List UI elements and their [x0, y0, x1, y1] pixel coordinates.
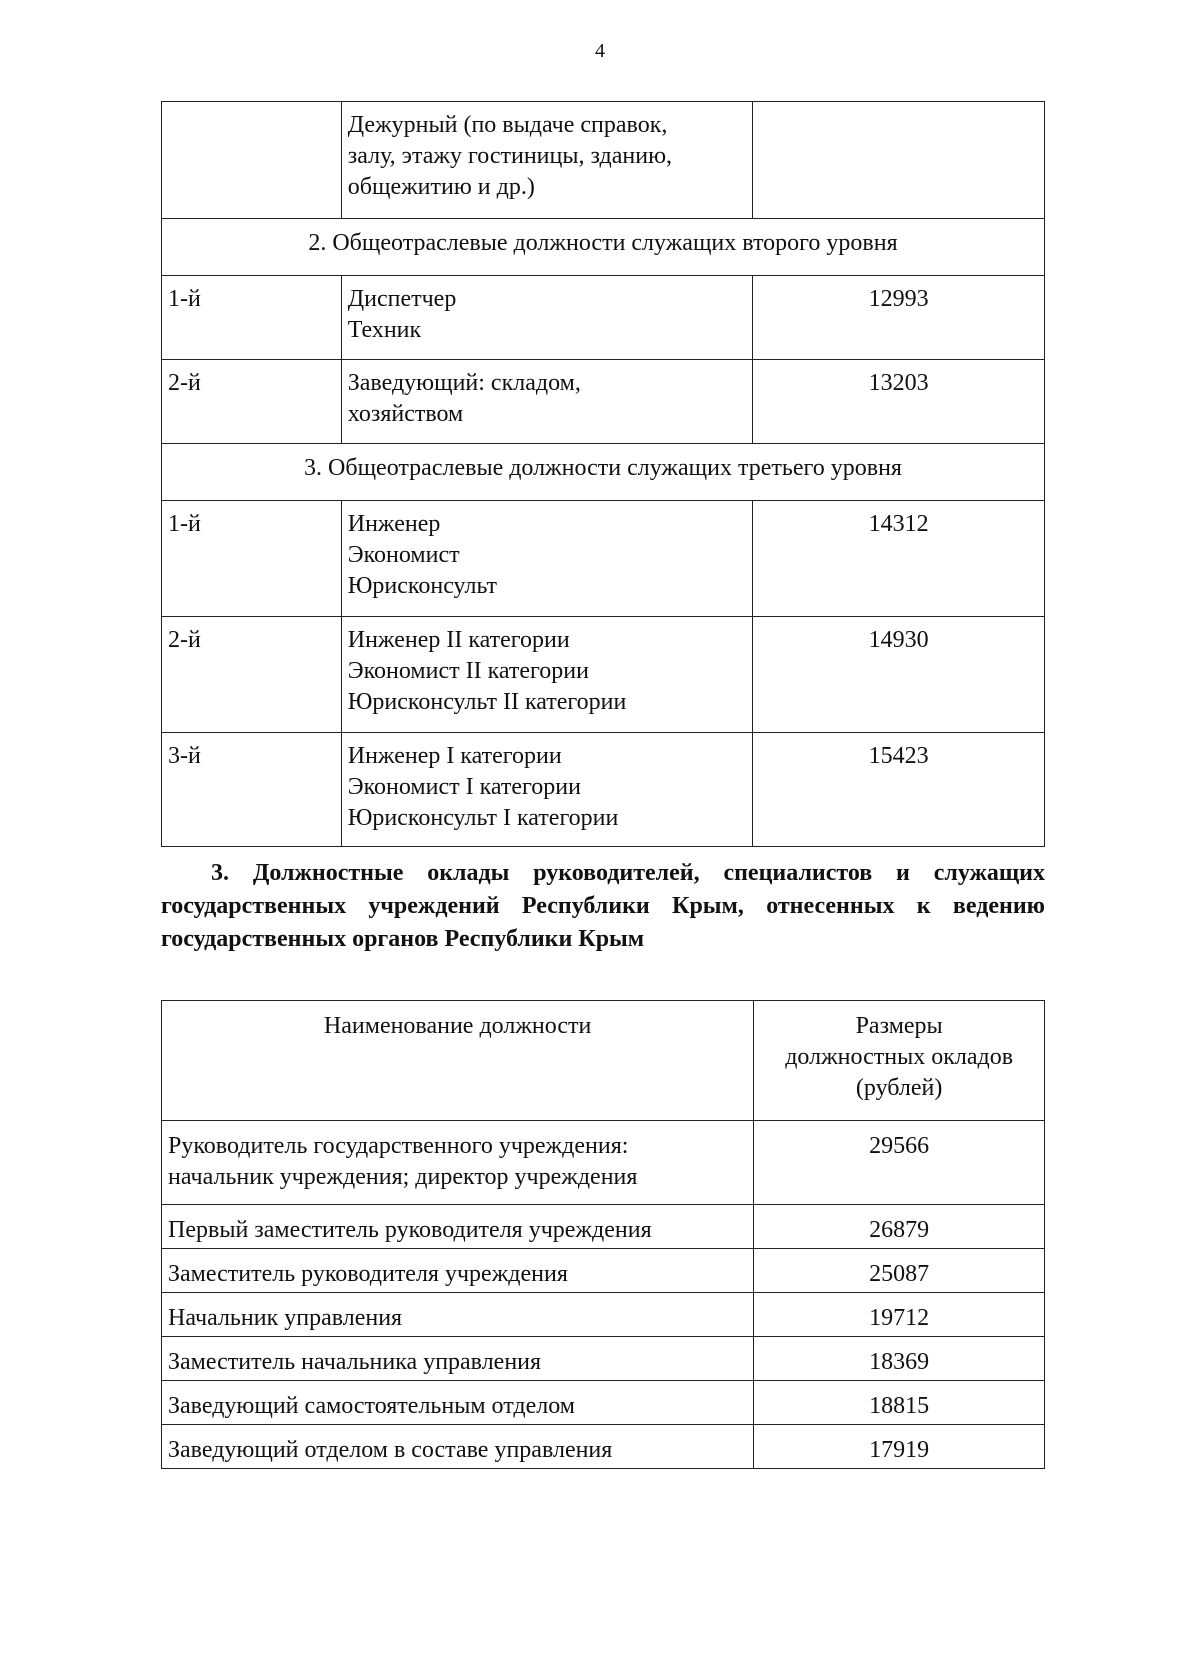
position-cell: Заместитель начальника управления: [162, 1337, 754, 1381]
salary-cell: 26879: [754, 1205, 1045, 1249]
table-row: [162, 1249, 1045, 1293]
salary-cell: 29566: [754, 1121, 1045, 1205]
header-line: Размеры: [855, 1013, 943, 1039]
position-cell: [341, 617, 753, 733]
position-line: Экономист: [347, 542, 460, 568]
qualification-level-cell: [162, 102, 342, 219]
position-line: Юрисконсульт II категории: [347, 689, 627, 715]
position-cell: [341, 360, 753, 444]
position-cell: [341, 501, 753, 617]
table-row: [162, 1205, 1045, 1249]
position-line: хозяйством: [347, 401, 464, 427]
salary-cell: 14312: [753, 501, 1045, 617]
group-heading-row: [162, 219, 1045, 276]
position-line: Экономист II категории: [347, 658, 589, 684]
table-row: [162, 617, 1045, 733]
position-line: залу, этажу гостиницы, зданию,: [347, 143, 672, 169]
table-row: [162, 276, 1045, 360]
position-line: Техник: [347, 317, 422, 343]
salary-cell: 12993: [753, 276, 1045, 360]
table-row: [162, 102, 1045, 219]
salary-cell: 18815: [754, 1381, 1045, 1425]
position-cell: Начальник управления: [162, 1293, 754, 1337]
position-cell: Заместитель руководителя учреждения: [162, 1249, 754, 1293]
salary-cell: 17919: [754, 1425, 1045, 1469]
qualification-level-cell: 2-й: [162, 617, 342, 733]
position-cell: [162, 1121, 754, 1205]
position-line: Диспетчер: [347, 286, 457, 312]
position-line: общежитию и др.): [347, 174, 535, 200]
table-header-row: [162, 1001, 1045, 1121]
group-heading-row: [162, 444, 1045, 501]
qualification-level-cell: 1-й: [162, 501, 342, 617]
position-line: начальник учреждения; директор учреждения: [168, 1164, 638, 1190]
table-row: [162, 501, 1045, 617]
salary-table-levels: [161, 101, 1045, 847]
table-row: [162, 733, 1045, 847]
position-line: Юрисконсульт I категории: [347, 805, 619, 831]
position-cell: Заведующий отделом в составе управления: [162, 1425, 754, 1469]
position-cell: [341, 102, 753, 219]
salary-cell: 14930: [753, 617, 1045, 733]
position-line: Дежурный (по выдаче справок,: [347, 112, 668, 138]
table-row: [162, 1121, 1045, 1205]
table-row: [162, 1293, 1045, 1337]
qualification-level-cell: 1-й: [162, 276, 342, 360]
position-line: Инженер II категории: [347, 627, 570, 653]
salary-cell: 18369: [754, 1337, 1045, 1381]
column-header-position: Наименование должности: [162, 1001, 754, 1121]
position-cell: Первый заместитель руководителя учреждения: [162, 1205, 754, 1249]
group-heading: 3. Общеотраслевые должности служащих третьего уровня: [162, 444, 1045, 501]
header-line: должностных окладов: [785, 1044, 1014, 1070]
position-line: Экономист I категории: [347, 774, 581, 800]
position-cell: [341, 733, 753, 847]
salary-cell: [753, 102, 1045, 219]
section-heading: 3. Должностные оклады руководителей, специалистов и служащих государственных учреждений Республики Крым, отнесенных к ведению государственных органов Республики Крым: [161, 860, 1045, 952]
position-line: Заведующий: складом,: [347, 370, 581, 396]
position-cell: Заведующий самостоятельным отделом: [162, 1381, 754, 1425]
table-row: [162, 1381, 1045, 1425]
position-cell: [341, 276, 753, 360]
qualification-level-cell: 2-й: [162, 360, 342, 444]
position-line: Юрисконсульт: [347, 573, 497, 599]
table-row: [162, 360, 1045, 444]
table-row: [162, 1337, 1045, 1381]
position-line: Инженер I категории: [347, 743, 562, 769]
column-header-salary: [754, 1001, 1045, 1121]
page-number: 4: [595, 40, 605, 62]
group-heading: 2. Общеотраслевые должности служащих второго уровня: [162, 219, 1045, 276]
salary-cell: 25087: [754, 1249, 1045, 1293]
salary-table-positions: [161, 1000, 1045, 1469]
salary-cell: 15423: [753, 733, 1045, 847]
qualification-level-cell: 3-й: [162, 733, 342, 847]
table-row: [162, 1425, 1045, 1469]
position-line: Инженер: [347, 511, 441, 537]
header-line: (рублей): [855, 1075, 943, 1101]
position-line: Руководитель государственного учреждения:: [168, 1133, 629, 1159]
salary-cell: 19712: [754, 1293, 1045, 1337]
salary-cell: 13203: [753, 360, 1045, 444]
